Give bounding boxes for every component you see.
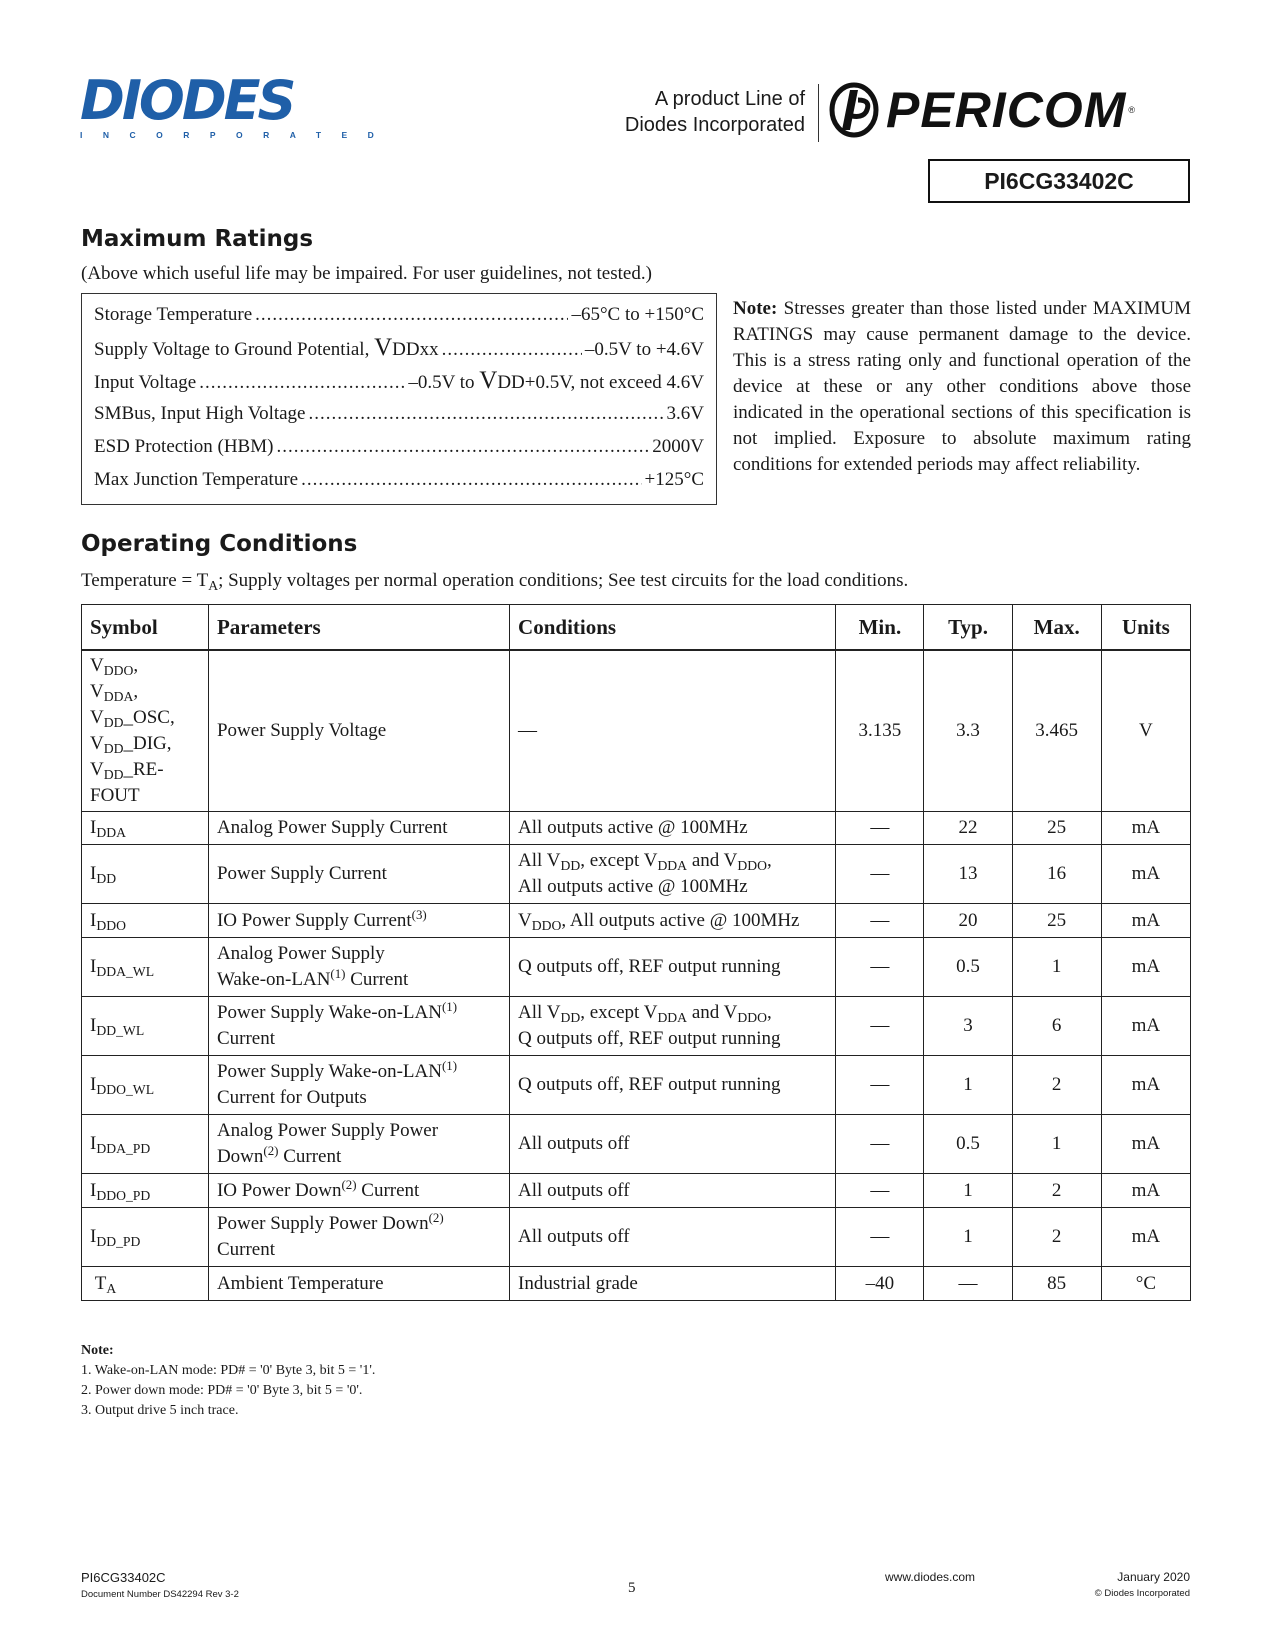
cell-min: — [836, 812, 924, 845]
table-row [82, 904, 1191, 938]
rating-row [94, 430, 704, 463]
table-row [82, 1056, 1191, 1115]
diodes-logo [80, 69, 395, 144]
cell-typ: 13 [924, 845, 1012, 904]
table-header-row [82, 605, 1191, 651]
cell-symbol: $I_{DDA\_WL}$ [82, 938, 209, 997]
cell-parameter: Power Supply Wake-on-LAN$^{(1)}$ Current [208, 997, 509, 1056]
pericom-emblem-icon [828, 82, 880, 138]
cell-parameter: Analog Power Supply Wake-on-LAN$^{(1)}$ Current [208, 938, 509, 997]
leader-dots [442, 333, 582, 366]
cell-symbol: $I_{DDO}$ [82, 904, 209, 938]
table-row [82, 650, 1191, 812]
diodes-logo-sub: INCORPORATED [80, 130, 395, 140]
cell-parameter: IO Power Supply Current$^{(3)}$ [208, 904, 509, 938]
rating-label: Max Junction Temperature [94, 469, 299, 490]
cell-condition: Industrial grade [510, 1267, 836, 1301]
rating-label: Supply Voltage to Ground Potential, [94, 339, 370, 360]
cell-parameter: Power Supply Voltage [208, 650, 509, 812]
rating-value: –65°C to +150°C [571, 304, 704, 325]
table-row [82, 1174, 1191, 1208]
operating-conditions-table [81, 604, 1191, 1301]
cell-units: mA [1101, 938, 1190, 997]
header-units: Units [1101, 605, 1190, 651]
cell-typ: 0.5 [924, 938, 1012, 997]
cell-max: 1 [1012, 938, 1101, 997]
table-row [82, 812, 1191, 845]
rating-label: Storage Temperature [94, 304, 253, 325]
footer-date: January 2020 [1117, 1570, 1190, 1584]
ratings-box [81, 293, 717, 505]
header-symbol: Symbol [82, 605, 209, 651]
note-item: 1. Wake-on-LAN mode: PD# = '0' Byte 3, bit 5 = '1'. [81, 1363, 376, 1378]
operating-conditions-subtitle [81, 570, 908, 592]
leader-dots [276, 430, 649, 463]
cell-condition: — [510, 650, 836, 812]
cell-typ: 1 [924, 1174, 1012, 1208]
cell-symbol: $I_{DDO\_WL}$ [82, 1056, 209, 1115]
ratings-note-text: Stresses greater than those listed under MAXIMUM RATINGS may cause permanent damage to the device. This is a stress rating only and functional operation of the device at these or any other conditions above those indicated in the operational sections of this specification is not implied. Exposure to absolute maximum rating conditions for extended periods may affect reliability. [733, 298, 1192, 475]
rating-symbol: V [479, 367, 498, 394]
cell-units: V [1101, 650, 1190, 812]
cell-symbol: $V_{DDO}$, $V_{DDA}$, $V_{DD}\_OSC$, $V_{DD}\_DIG$, $V_{DD}\_RE-$ FOUT [82, 650, 209, 812]
table-row [82, 997, 1191, 1056]
tagline-line2: Diodes Incorporated [624, 114, 805, 136]
subtitle-sub: A [208, 577, 219, 593]
cell-min: — [836, 1056, 924, 1115]
cell-units: mA [1101, 1056, 1190, 1115]
cell-symbol: $I_{DDO\_PD}$ [82, 1174, 209, 1208]
pericom-logo-text: PERICOM [886, 82, 1127, 138]
cell-max: 2 [1012, 1174, 1101, 1208]
note-item: 2. Power down mode: PD# = '0' Byte 3, bit 5 = '0'. [81, 1383, 363, 1398]
tagline-divider [818, 84, 819, 142]
cell-condition: All outputs off [510, 1174, 836, 1208]
rating-value-tail: +0.5V, not exceed 4.6V [524, 372, 704, 393]
cell-max: 85 [1012, 1267, 1101, 1301]
cell-typ: 1 [924, 1208, 1012, 1267]
cell-symbol: $I_{DD}$ [82, 845, 209, 904]
cell-max: 1 [1012, 1115, 1101, 1174]
table-notes [81, 1341, 375, 1421]
cell-typ: 1 [924, 1056, 1012, 1115]
max-ratings-subtitle: (Above which useful life may be impaired. For user guidelines, not tested.) [81, 263, 652, 284]
cell-parameter: Power Supply Wake-on-LAN$^{(1)}$ Current for Outputs [208, 1056, 509, 1115]
cell-units: mA [1101, 1174, 1190, 1208]
part-number-box: PI6CG33402C [928, 159, 1190, 203]
rating-value: –0.5V to [408, 372, 475, 393]
cell-typ: 20 [924, 904, 1012, 938]
diodes-logo-text: DIODES [80, 69, 294, 132]
cell-symbol: $I_{DD\_PD}$ [82, 1208, 209, 1267]
max-ratings-title: Maximum Ratings [81, 226, 314, 252]
cell-units: °C [1101, 1267, 1190, 1301]
note-item: 3. Output drive 5 inch trace. [81, 1403, 239, 1418]
cell-min: — [836, 938, 924, 997]
cell-parameter: Power Supply Power Down$^{(2)}$ Current [208, 1208, 509, 1267]
footer-part-number: PI6CG33402C [81, 1570, 166, 1585]
subtitle-text: ; Supply voltages per normal operation conditions; See test circuits for the load conditions. [218, 570, 909, 591]
table-row [82, 845, 1191, 904]
cell-units: mA [1101, 812, 1190, 845]
rating-symbol-sub: DDxx [392, 339, 439, 360]
rating-row [94, 331, 704, 364]
cell-max: 25 [1012, 904, 1101, 938]
cell-max: 2 [1012, 1056, 1101, 1115]
cell-typ: 0.5 [924, 1115, 1012, 1174]
leader-dots [199, 366, 405, 399]
rating-value: 2000V [652, 436, 704, 457]
cell-condition: All $V_{DD}$, except $V_{DDA}$ and $V_{DDO}$, Q outputs off, REF output running [510, 997, 836, 1056]
footer-page-number: 5 [628, 1580, 636, 1596]
cell-max: 16 [1012, 845, 1101, 904]
cell-symbol: $I_{DD\_WL}$ [82, 997, 209, 1056]
cell-min: 3.135 [836, 650, 924, 812]
header-max: Max. [1012, 605, 1101, 651]
cell-max: 25 [1012, 812, 1101, 845]
cell-max: 3.465 [1012, 650, 1101, 812]
cell-typ: 3.3 [924, 650, 1012, 812]
footer-website-link[interactable]: www.diodes.com [885, 1570, 976, 1584]
rating-value: +125°C [644, 469, 704, 490]
cell-condition: $V_{DDO}$, All outputs active @ 100MHz [510, 904, 836, 938]
cell-symbol: $T_A$ [82, 1267, 209, 1301]
cell-min: — [836, 1174, 924, 1208]
subtitle-text: Temperature = T [81, 570, 209, 591]
tagline-line1: A product Line of [654, 88, 805, 110]
rating-label: Input Voltage [94, 372, 197, 393]
rating-row [94, 298, 704, 331]
table-row [82, 938, 1191, 997]
cell-condition: All outputs off [510, 1208, 836, 1267]
cell-parameter: Analog Power Supply Power Down$^{(2)}$ Current [208, 1115, 509, 1174]
cell-min: — [836, 1115, 924, 1174]
operating-conditions-title: Operating Conditions [81, 531, 358, 557]
cell-typ: 3 [924, 997, 1012, 1056]
cell-condition: Q outputs off, REF output running [510, 938, 836, 997]
cell-units: mA [1101, 845, 1190, 904]
notes-title: Note: [81, 1343, 114, 1358]
pericom-logo [828, 80, 1135, 140]
cell-max: 2 [1012, 1208, 1101, 1267]
cell-min: — [836, 1208, 924, 1267]
cell-condition: All outputs active @ 100MHz [510, 812, 836, 845]
leader-dots [301, 463, 641, 496]
cell-units: mA [1101, 904, 1190, 938]
rating-symbol-sub: DD [497, 372, 525, 393]
cell-units: mA [1101, 997, 1190, 1056]
header-min: Min. [836, 605, 924, 651]
rating-label: SMBus, Input High Voltage [94, 403, 306, 424]
footer-doc-number: Document Number DS42294 Rev 3-2 [81, 1589, 239, 1600]
ratings-note-label: Note: [733, 298, 778, 319]
cell-min: — [836, 845, 924, 904]
cell-condition: All outputs off [510, 1115, 836, 1174]
rating-symbol: V [374, 334, 393, 361]
cell-max: 6 [1012, 997, 1101, 1056]
rating-row [94, 463, 704, 496]
header-parameters: Parameters [208, 605, 509, 651]
footer-copyright: © Diodes Incorporated [1094, 1588, 1190, 1599]
cell-condition: Q outputs off, REF output running [510, 1056, 836, 1115]
leader-dots [255, 298, 568, 331]
cell-typ: 22 [924, 812, 1012, 845]
cell-parameter: Ambient Temperature [208, 1267, 509, 1301]
table-row [82, 1115, 1191, 1174]
cell-min: –40 [836, 1267, 924, 1301]
cell-parameter: Power Supply Current [208, 845, 509, 904]
cell-min: — [836, 997, 924, 1056]
cell-condition: All $V_{DD}$, except $V_{DDA}$ and $V_{DDO}$, All outputs active @ 100MHz [510, 845, 836, 904]
rating-row [94, 364, 704, 397]
table-row [82, 1267, 1191, 1301]
cell-min: — [836, 904, 924, 938]
cell-typ: — [924, 1267, 1012, 1301]
cell-symbol: $I_{DDA\_PD}$ [82, 1115, 209, 1174]
cell-parameter: Analog Power Supply Current [208, 812, 509, 845]
pericom-registered-mark: ® [1128, 105, 1135, 115]
rating-value: –0.5V to +4.6V [584, 339, 704, 360]
tagline [625, 86, 805, 138]
cell-units: mA [1101, 1208, 1190, 1267]
rating-row [94, 397, 704, 430]
ratings-note [733, 296, 1191, 478]
header-conditions: Conditions [510, 605, 836, 651]
cell-symbol: $I_{DDA}$ [82, 812, 209, 845]
rating-label: ESD Protection (HBM) [94, 436, 274, 457]
rating-value: 3.6V [666, 403, 704, 424]
table-row [82, 1208, 1191, 1267]
cell-parameter: IO Power Down$^{(2)}$ Current [208, 1174, 509, 1208]
leader-dots [309, 397, 664, 430]
header-typ: Typ. [924, 605, 1012, 651]
cell-units: mA [1101, 1115, 1190, 1174]
